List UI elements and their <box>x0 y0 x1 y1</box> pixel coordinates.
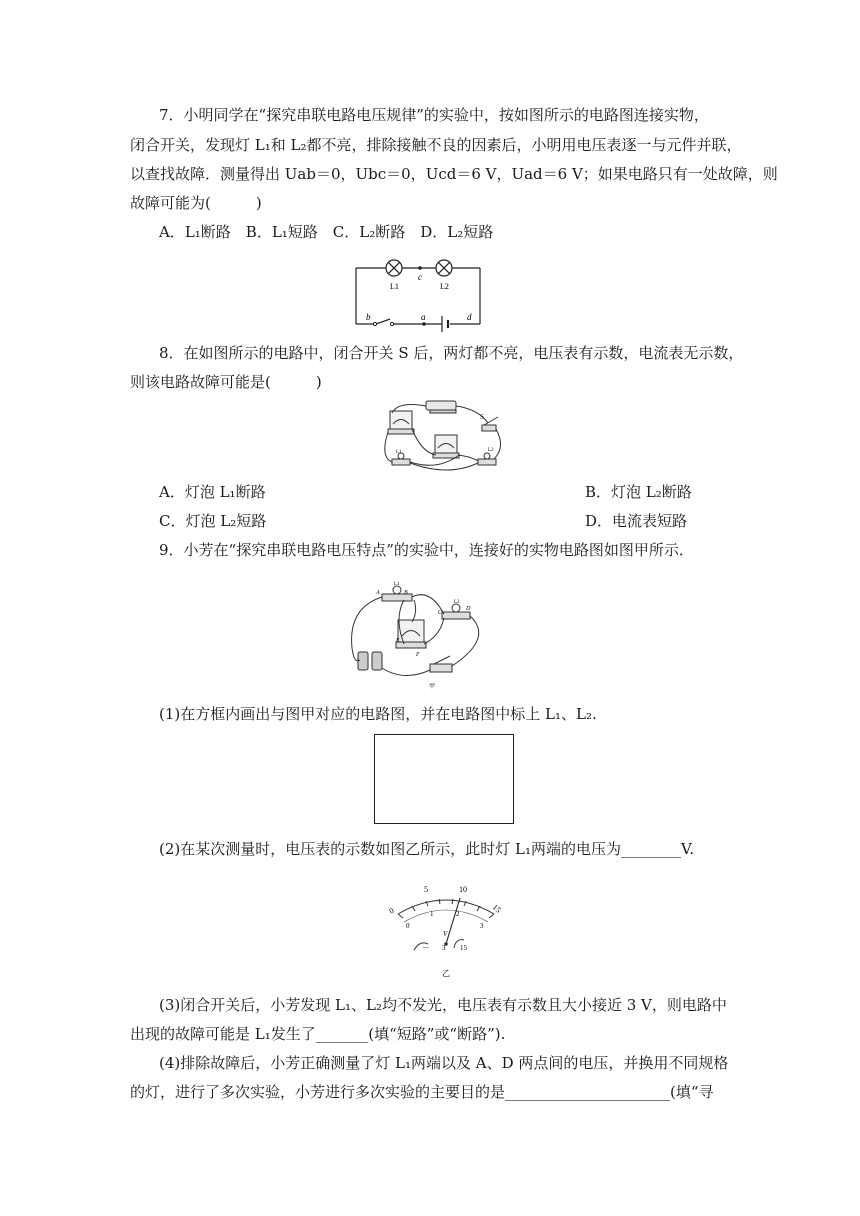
q8-physical-circuit <box>378 397 508 477</box>
q8-option-d: D．电流表短路 <box>585 512 688 530</box>
q7-label-d: d <box>467 312 472 322</box>
q9-part-4-line-1: (4)排除故障后，小芳正确测量了灯 L₁两端以及 A、D 两点间的电压，并换用不同规格 <box>159 1054 729 1072</box>
q7-line-4: 故障可能为( ) <box>130 194 262 212</box>
q9-label-b: B <box>404 590 408 596</box>
dial-terminal-15: 15 <box>460 944 467 952</box>
dial-terminal-3: 3 <box>442 944 446 952</box>
q9-figure-yi-caption: 乙 <box>442 969 450 978</box>
q9-line-1: 9．小芳在“探究串联电路电压特点”的实验中，连接好的实物电路图如图甲所示． <box>159 541 694 559</box>
q9-part-3-line-1: (3)闭合开关后，小芳发现 L₁、L₂均不发光，电压表有示数且大小接近 3 V，则电路中 <box>159 996 727 1014</box>
q9-part-4-line-2: 的灯，进行了多次实验，小芳进行多次实验的主要目的是______________________(填“寻 <box>130 1083 714 1101</box>
q8-label-l2: L2 <box>488 448 494 453</box>
q7-line-1: 7．小明同学在“探究串联电路电压规律”的实验中，按如图所示的电路图连接实物， <box>159 106 709 124</box>
q8-line-2: 则该电路故障可能是( ) <box>130 373 322 391</box>
dial-terminal-minus: － <box>422 943 430 952</box>
q8-label-l1: L1 <box>396 450 402 455</box>
q9-label-l2: L2 <box>454 600 460 605</box>
dial-bottom-0: 0 <box>406 922 410 930</box>
q7-line-2: 闭合开关，发现灯 L₁和 L₂都不亮，排除接触不良的因素后，小明用电压表逐一与元件并联， <box>130 136 742 154</box>
dial-top-10: 10 <box>459 885 467 894</box>
q8-option-b: B．灯泡 L₂断路 <box>585 483 692 501</box>
q7-label-l2: L2 <box>440 282 449 291</box>
dial-top-5: 5 <box>424 885 428 894</box>
q9-label-l1: L1 <box>394 582 400 587</box>
q7-label-c: c <box>418 272 422 282</box>
q7-options: A．L₁断路 B．L₁短路 C．L₂断路 D．L₂短路 <box>159 223 494 241</box>
q7-label-a: a <box>421 312 426 322</box>
q9-figure-jia <box>344 578 520 692</box>
q9-part-1: (1)在方框内画出与图甲对应的电路图，并在电路图中标上 L₁、L₂. <box>159 705 597 723</box>
dial-top-15: 15 <box>490 902 503 915</box>
q9-figure-jia-caption: 甲 <box>429 684 436 690</box>
q8-option-c: C．灯泡 L₂短路 <box>159 512 267 530</box>
q7-label-l1: L1 <box>390 282 399 291</box>
q7-label-b: b <box>366 312 371 322</box>
q8-label-s: S <box>480 413 484 421</box>
q9-label-d: D <box>466 606 471 612</box>
q7-circuit-diagram <box>350 256 490 332</box>
dial-bottom-2: 2 <box>456 910 460 918</box>
dial-top-0: 0 <box>387 905 396 916</box>
q9-voltmeter-dial <box>384 878 508 984</box>
q9-label-f: F <box>416 652 420 658</box>
q9-label-e: E <box>396 638 400 644</box>
q9-part-2: (2)在某次测量时，电压表的示数如图乙所示，此时灯 L₁两端的电压为________V. <box>159 840 694 858</box>
q7-line-3: 以查找故障．测量得出 Uab＝0，Ubc＝0，Ucd＝6 V，Uad＝6 V；如果电路只有一处故障，则 <box>130 165 778 183</box>
q9-part-3-line-2: 出现的故障可能是 L₁发生了_______(填“短路”或“断路”). <box>130 1025 506 1043</box>
q9-label-c: C <box>438 610 443 616</box>
dial-bottom-3: 3 <box>480 922 484 930</box>
q9-label-a: A <box>376 590 380 596</box>
q8-line-1: 8．在如图所示的电路中，闭合开关 S 后，两灯都不亮，电压表有示数，电流表无示数， <box>159 344 744 362</box>
dial-unit: V <box>443 930 448 938</box>
dial-bottom-1: 1 <box>430 910 434 918</box>
answer-box <box>374 734 514 824</box>
q8-option-a: A．灯泡 L₁断路 <box>159 483 266 501</box>
